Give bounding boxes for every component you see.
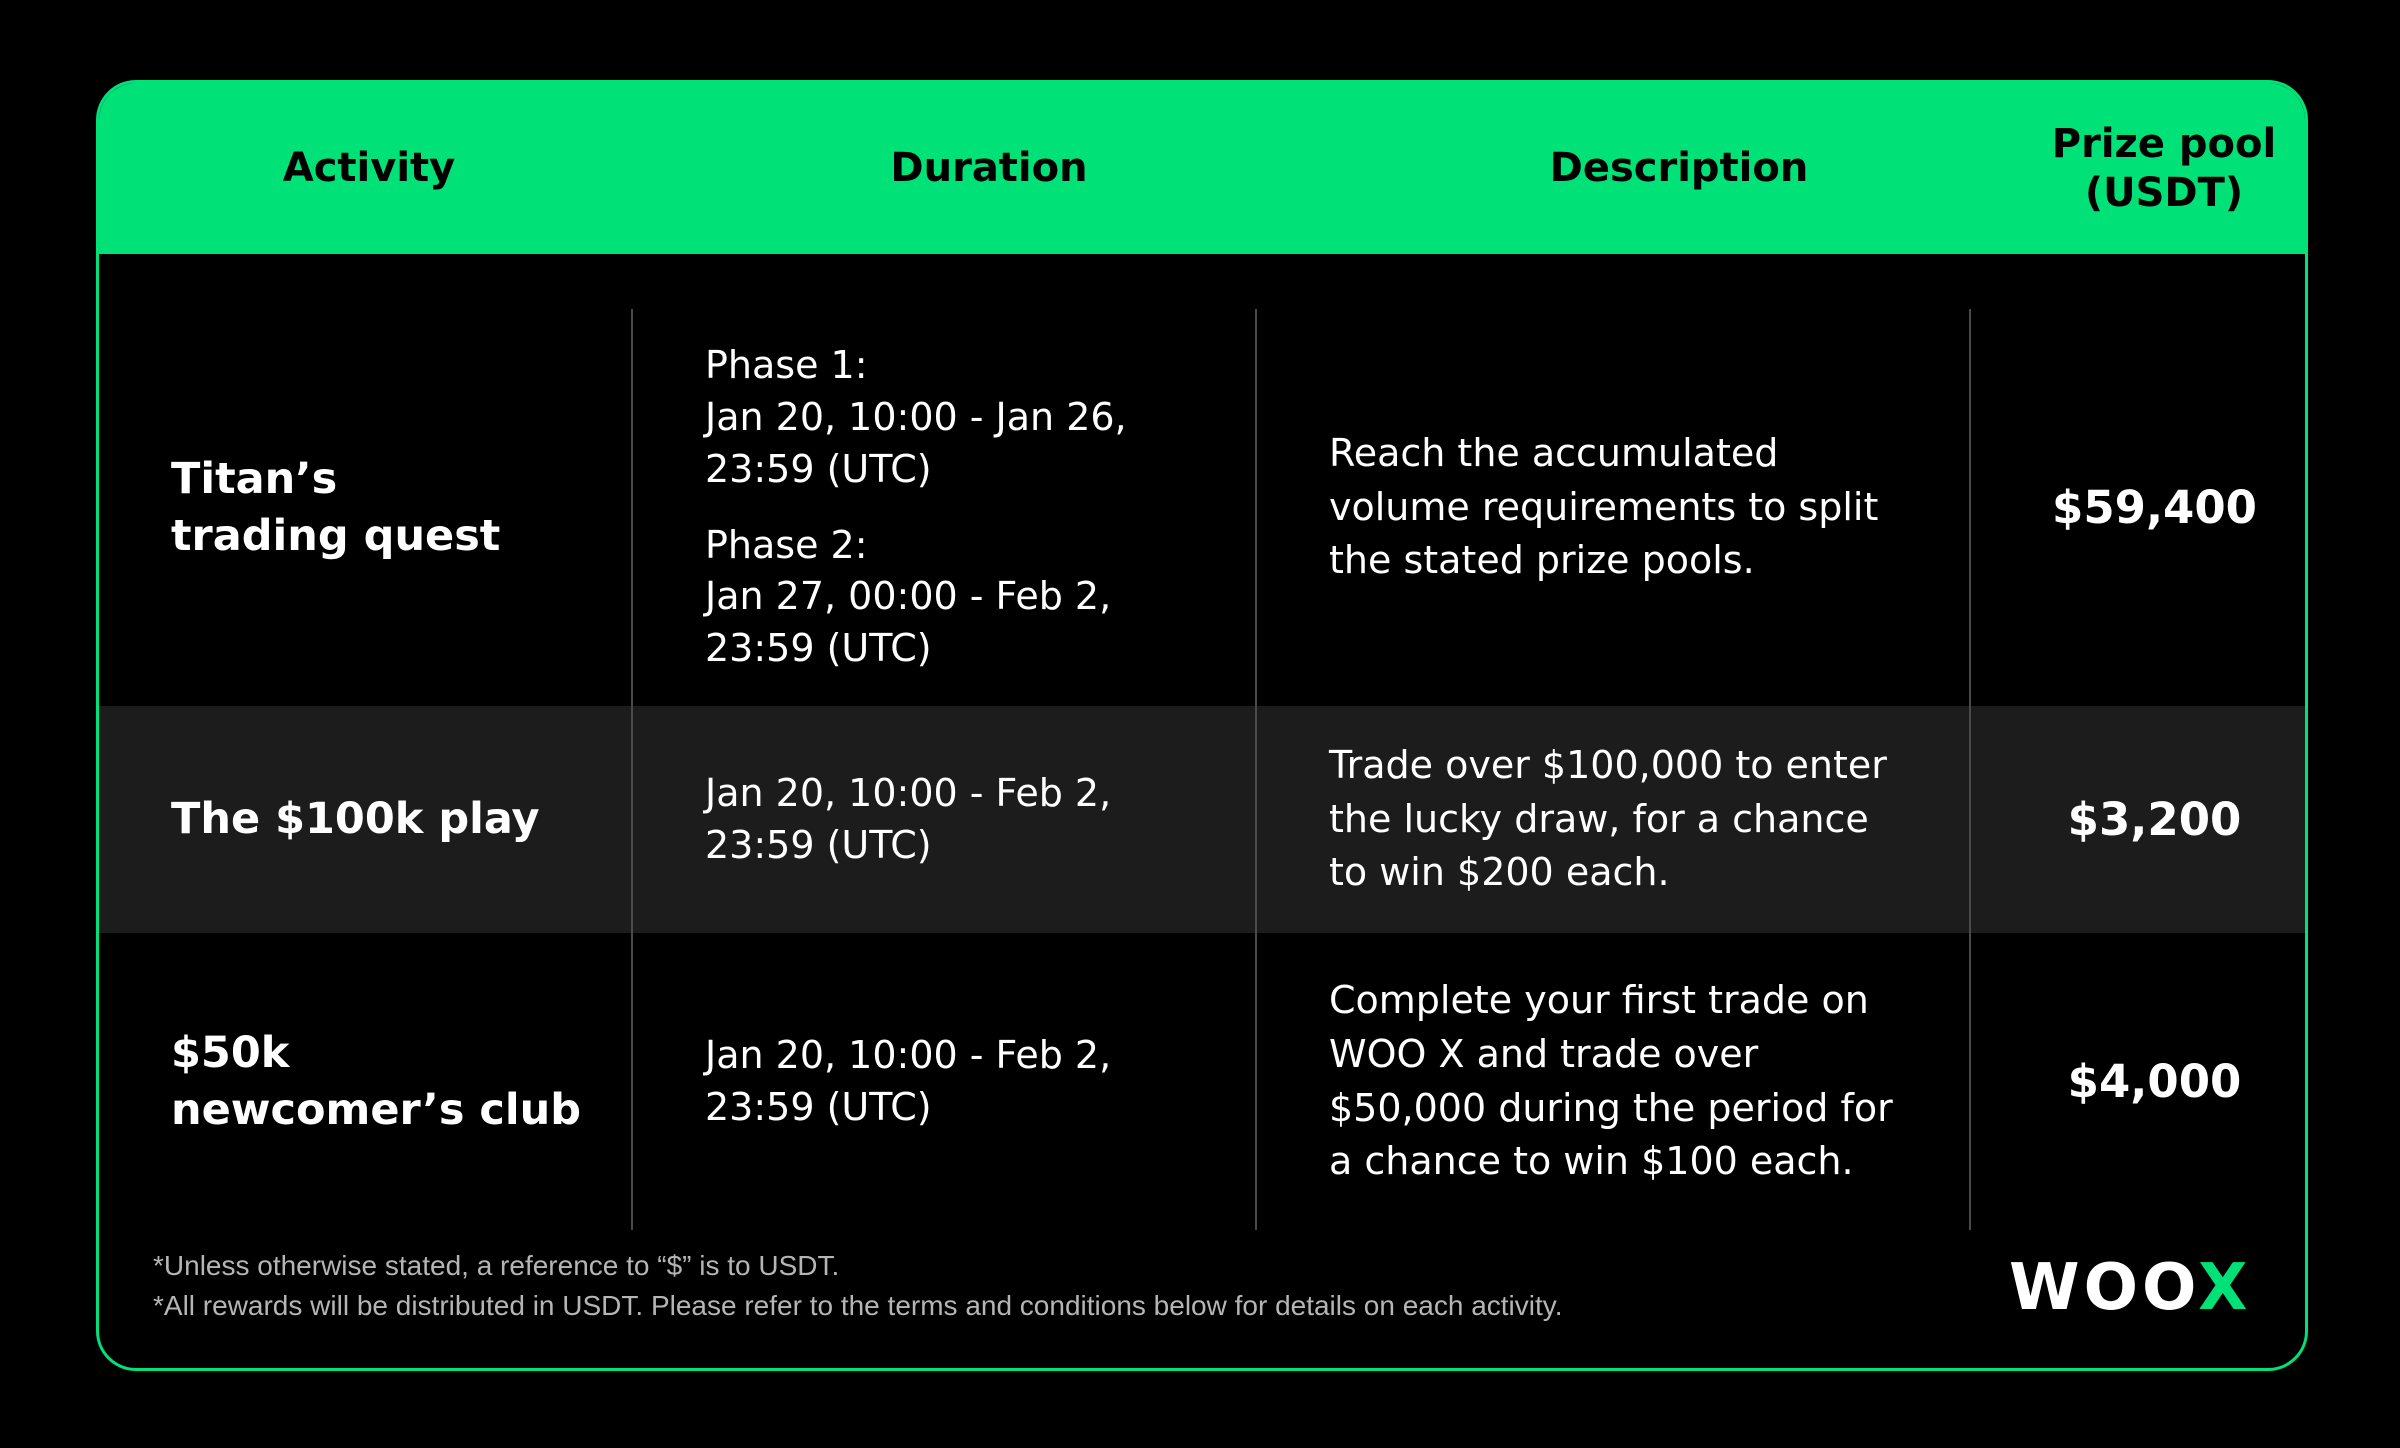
footnotes <box>153 1246 1562 1326</box>
table-row <box>99 706 2305 933</box>
header-duration: Duration <box>890 145 1088 192</box>
duration-range: Jan 20, 10:00 - Feb 2, 23:59 (UTC) <box>705 770 1112 867</box>
column-divider <box>631 309 633 1230</box>
duration-range: Jan 20, 10:00 - Feb 2, 23:59 (UTC) <box>705 1032 1112 1129</box>
logo-woo-text: WOO <box>2009 1251 2199 1325</box>
duration-cell <box>705 933 1225 1230</box>
prize-amount: $59,400 <box>2052 481 2257 534</box>
duration-phase-1: Phase 1: Jan 20, 10:00 - Jan 26, 23:59 (UTC) <box>705 343 1127 491</box>
column-divider <box>1969 309 1971 1230</box>
footnote-line: *All rewards will be distributed in USDT. Please refer to the terms and conditions below for details on each activity. <box>153 1289 1563 1321</box>
activity-name: Titan’s trading quest <box>171 453 501 561</box>
prize-amount: $4,000 <box>2067 1055 2242 1108</box>
description: Reach the accumulated volume requirements to split the stated prize pools. <box>1329 431 1879 583</box>
table-row <box>99 933 2305 1230</box>
duration-cell <box>705 706 1225 933</box>
duration-phase-2: Phase 2: Jan 27, 00:00 - Feb 2, 23:59 (UTC) <box>705 522 1112 670</box>
description: Complete your first trade on WOO X and trade over $50,000 during the period for a chance to win $100 each. <box>1329 978 1893 1184</box>
column-divider <box>1255 309 1257 1230</box>
description: Trade over $100,000 to enter the lucky draw, for a chance to win $200 each. <box>1329 743 1887 895</box>
table-header <box>99 83 2305 254</box>
table-row <box>99 309 2305 706</box>
woox-logo <box>2009 1251 2252 1325</box>
footnote-line: *Unless otherwise stated, a reference to “$” is to USDT. <box>153 1250 840 1281</box>
activity-table-card <box>96 80 2308 1371</box>
duration-cell <box>705 309 1225 706</box>
header-activity: Activity <box>282 145 456 192</box>
prize-amount: $3,200 <box>2067 793 2242 846</box>
header-prize-pool: Prize pool (USDT) <box>2051 120 2277 216</box>
logo-x-text: X <box>2198 1251 2252 1325</box>
activity-name: The $100k play <box>171 794 540 845</box>
header-description: Description <box>1549 145 1809 192</box>
activity-name: $50k newcomer’s club <box>171 1027 582 1135</box>
